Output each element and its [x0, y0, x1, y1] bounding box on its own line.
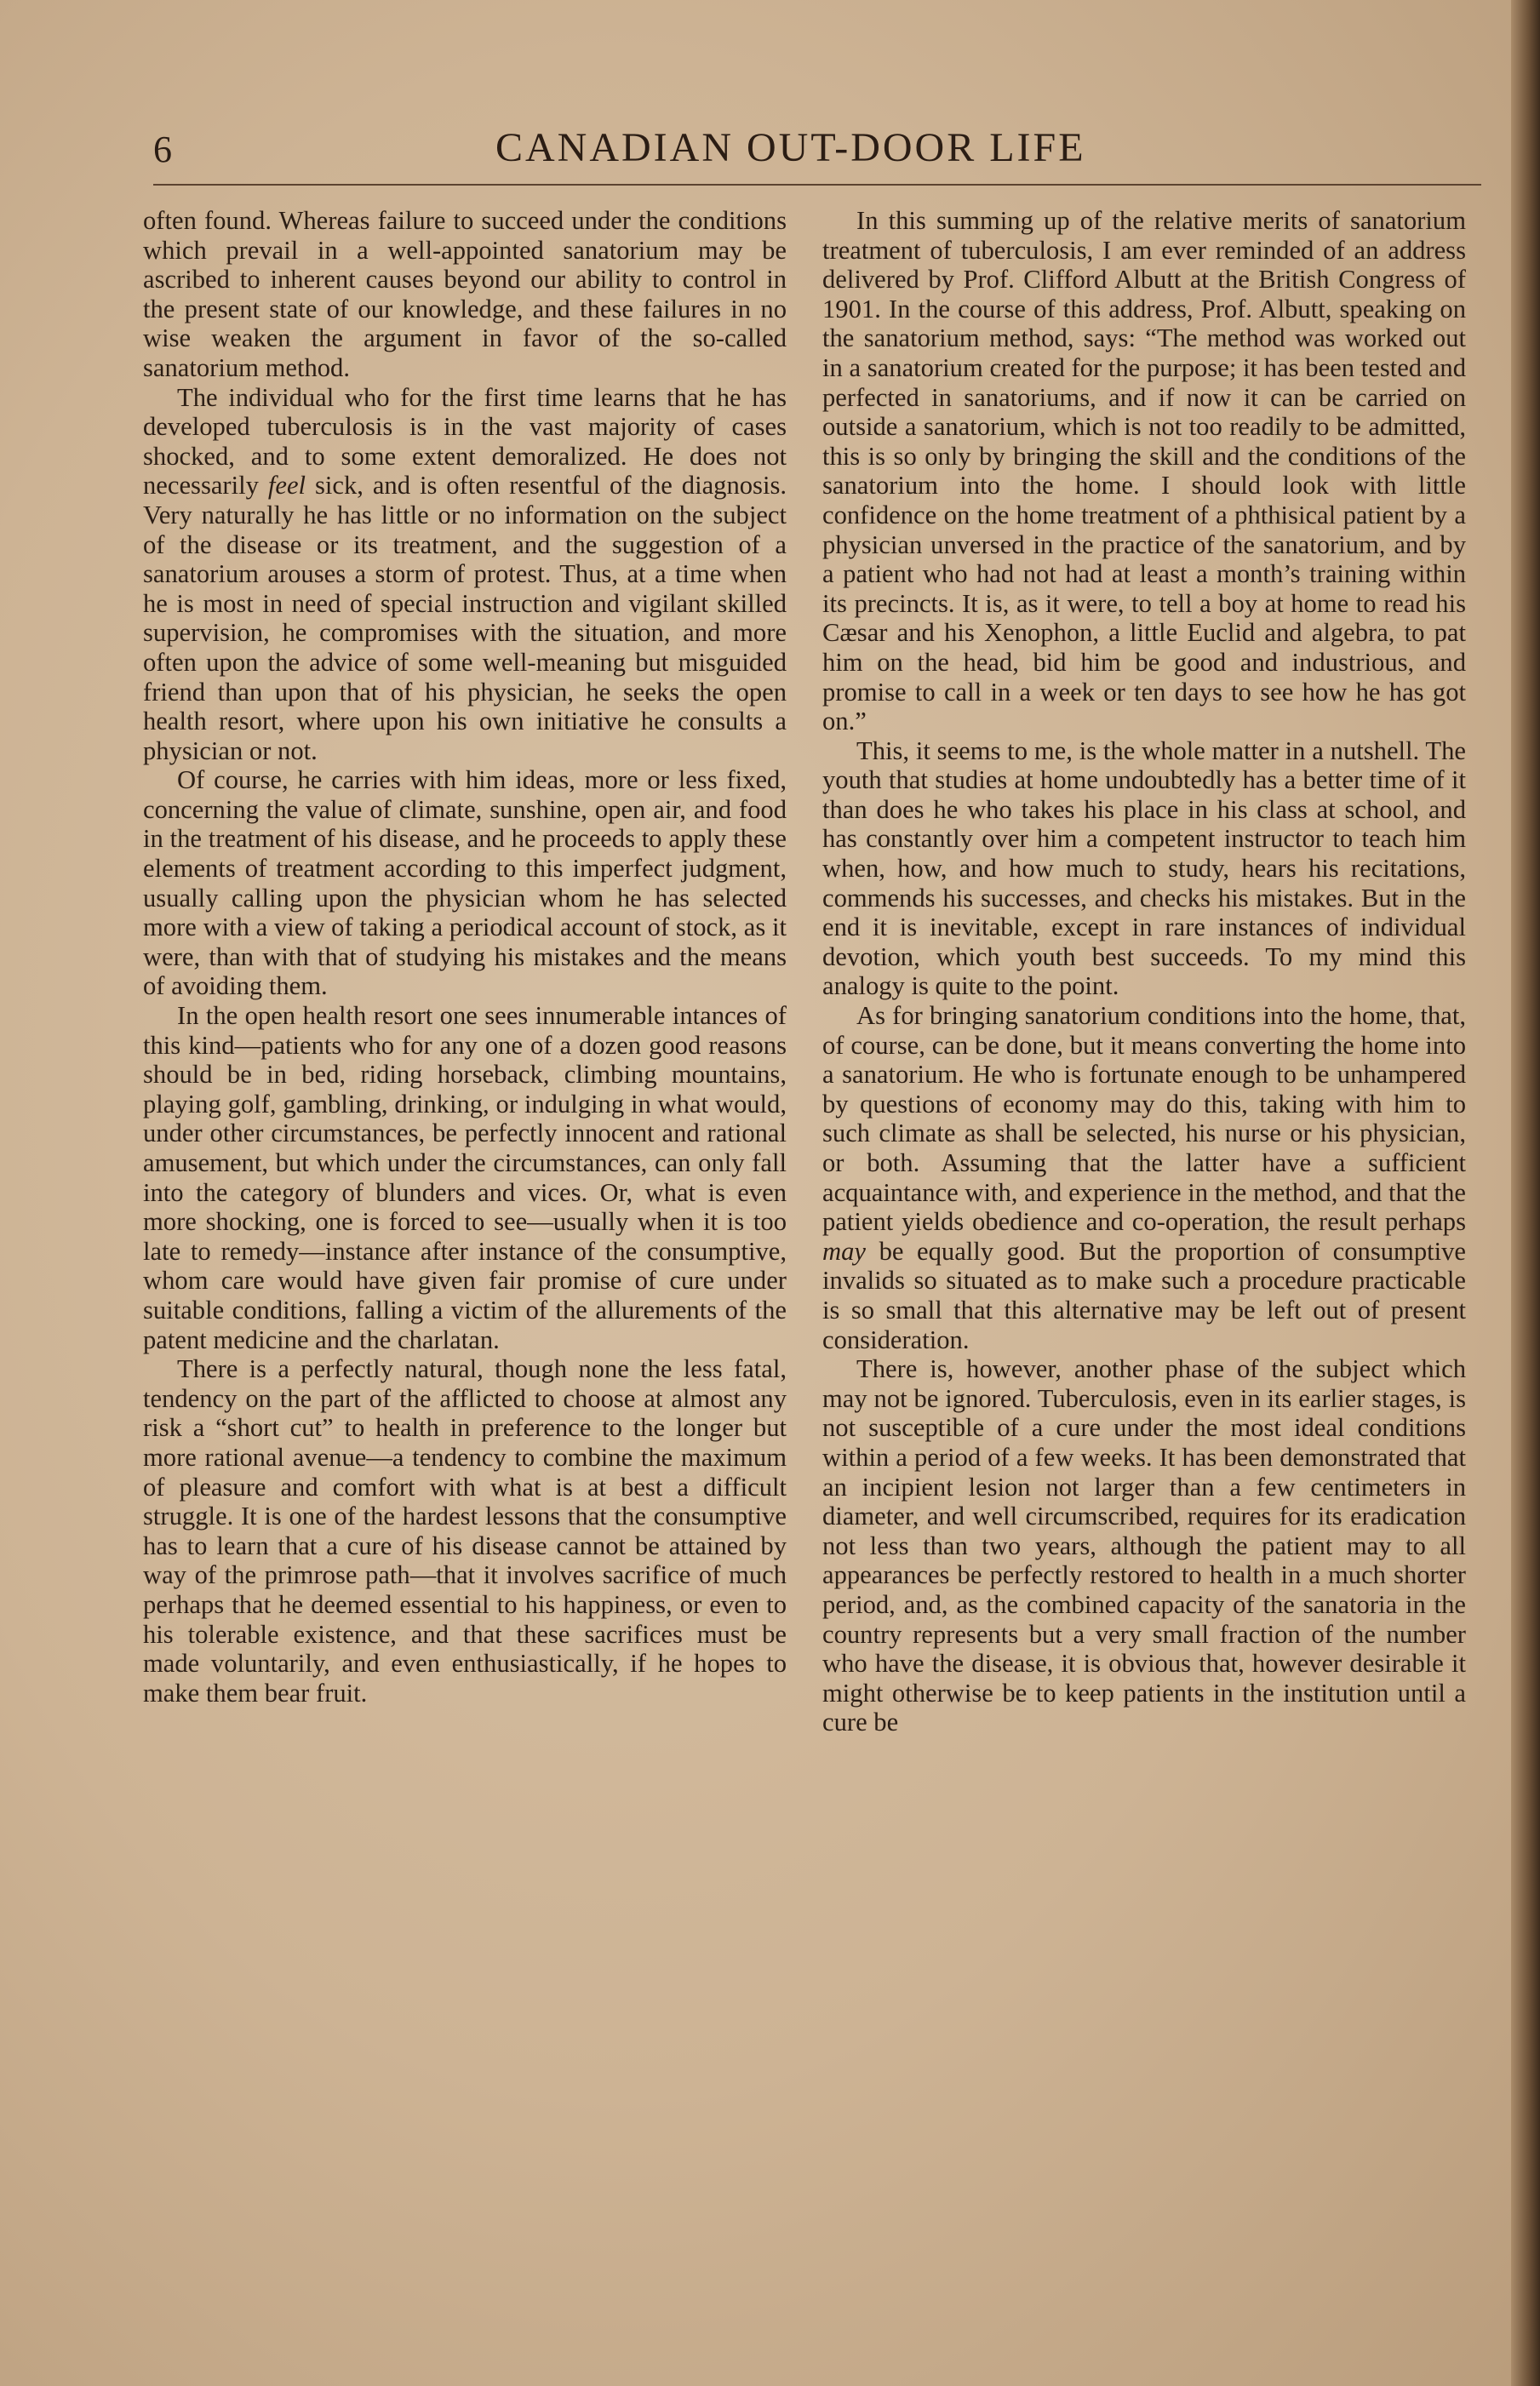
page-binding-edge — [1511, 0, 1540, 2386]
page-header — [153, 119, 1481, 187]
emphasis-text: may — [822, 1236, 866, 1266]
paragraph: There is a perfectly natural, though none the less fatal, tendency on the part of the afflicted to choose at almost any risk a “short cut” to health in preference to the longer but more rational avenue—a tendency to combine the maximum of pleasure and comfort with what is at best a difficult struggle. It is one of the hardest lessons that the consumptive has to learn that a cure of his disease cannot be attained by way of the primrose path—that it involves sacrifice of much perhaps that he deemed essential to his happiness, or even to his tolerable existence, and that these sacrifices must be made voluntarily, and even enthusiastically, if he hopes to make them bear fruit. — [143, 1354, 787, 1708]
header-rule — [153, 184, 1481, 186]
paragraph: In this summing up of the relative merits of sanatorium treatment of tuberculosis, I am ever reminded of an address delivered by Prof. Clifford Albutt at the British Congress of 1901. In the course of this address, Prof. Albutt, speaking on the sanatorium method, says: “The method was worked out in a sanatorium created for the purpose; it has been tested and perfected in sanatoriums, and if now it can be carried on outside a sanatorium, which is not too readily to be admitted, this is so only by bringing the skill and the conditions of the sanatorium into the home. I should look with little confidence on the home treatment of a phthisical patient by a physician unversed in the practice of the sanatorium, and by a patient who had not had at least a month’s training within its precincts. It is, as it were, to tell a boy at home to read his Cæsar and his Xenophon, a little Euclid and algebra, to pat him on the head, bid him be good and industrious, and promise to call in a week or ten days to see how he has got on.” — [822, 206, 1466, 736]
paragraph-text: sick, and is often resentful of the diagnosis. Very naturally he has little or no information on the subject of the disease or its treatment, and the suggestion of a sanatorium arouses a storm of protest. Thus, at a time when he is most in need of special instruction and vigilant skilled supervision, he compromises with the situation, and more often upon the advice of some well-meaning but misguided friend than upon that of his physician, he seeks the open health resort, where upon his own initiative he consults a physician or not. — [143, 471, 787, 765]
page-number: 6 — [153, 129, 173, 170]
running-head: CANADIAN OUT-DOOR LIFE — [495, 125, 1086, 170]
paragraph — [143, 383, 787, 766]
paragraph: often found. Whereas failure to succeed under the conditions which prevail in a well-appointed sanatorium may be ascribed to inherent causes beyond our ability to control in the present state of our knowledge, and these failures in no wise weaken the argument in favor of the so-called sanatorium method. — [143, 206, 787, 382]
left-column — [143, 206, 787, 1708]
paragraph-text: The individual who for the first time learns that he has developed tuberculosis is in the vast majority of cases shocked, and to some extent demoralized. He does not necessarily — [143, 382, 787, 501]
paragraph: Of course, he carries with him ideas, more or less fixed, concerning the value of climate, sunshine, open air, and food in the treatment of his disease, and he proceeds to apply these elements of treatment according to this imperfect judgment, usually calling upon the physician whom he has selected more with a view of taking a periodical account of stock, as it were, than with that of studying his mistakes and the means of avoiding them. — [143, 765, 787, 1001]
emphasis-text: feel — [267, 471, 306, 501]
paragraph: This, it seems to me, is the whole matter in a nutshell. The youth that studies at home undoubtedly has a better time of it than does he who takes his place in his class at school, and has constantly over him a competent instructor to teach him when, how, and how much to study, hears his recitations, commends his successes, and checks his mistakes. But in the end it is inevitable, except in rare instances of individual devotion, which youth best succeeds. To my mind this analogy is quite to the point. — [822, 735, 1466, 1001]
paragraph-text: As for bringing sanatorium conditions into the home, that, of course, can be done, but it means converting the home into a sanatorium. He who is fortunate enough to be unhampered by questions of economy may do this, taking with him to such climate as shall be selected, his nurse or his physician, or both. Assuming that the latter have a sufficient acquaintance with, and experience in the method, and that the patient yields obedience and co-operation, the result perhaps — [822, 1001, 1466, 1237]
right-column — [822, 206, 1466, 1737]
paragraph: There is, however, another phase of the subject which may not be ignored. Tuberculosis, even in its earlier stages, is not susceptible of a cure under the most ideal conditions within a period of a few weeks. It has been demonstrated that an incipient lesion not larger than a few centimeters in diameter, and well circumscribed, requires for its eradication not less than two years, although the patient may to all appearances be perfectly restored to health in a much shorter period, and, as the combined capacity of the sanatoria in the country represents but a very small fraction of the number who have the disease, it is obvious that, however desirable it might otherwise be to keep patients in the institution until a cure be — [822, 1354, 1466, 1737]
paragraph-text: be equally good. But the proportion of consumptive invalids so situated as to make such a procedure practicable is so small that this alternative may be left out of present consideration. — [822, 1236, 1466, 1354]
paragraph — [822, 1001, 1466, 1354]
paragraph: In the open health resort one sees innumerable intances of this kind—patients who for any one of a dozen good reasons should be in bed, riding horseback, climbing mountains, playing golf, gambling, drinking, or indulging in what would, under other circumstances, be perfectly innocent and rational amusement, but which under the circumstances, can only fall into the category of blunders and vices. Or, what is even more shocking, one is forced to see—usually when it is too late to remedy—instance after instance of the consumptive, whom care would have given fair promise of cure under suitable conditions, falling a victim of the allurements of the patent medicine and the charlatan. — [143, 1001, 787, 1354]
